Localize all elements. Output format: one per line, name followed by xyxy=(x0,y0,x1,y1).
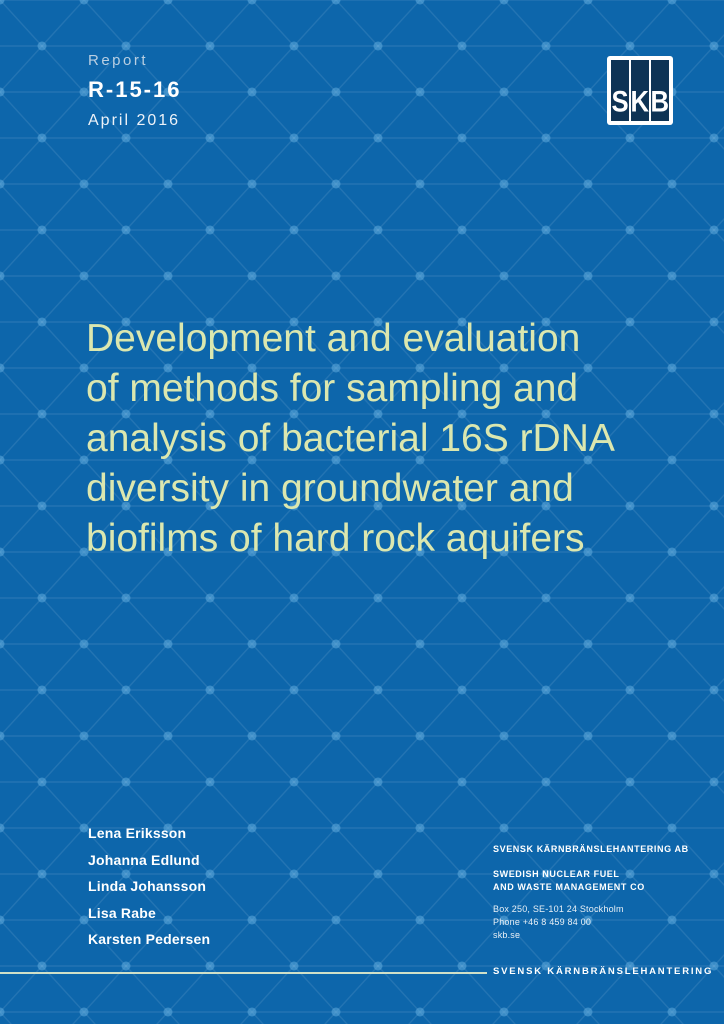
author-name: Linda Johansson xyxy=(88,878,207,894)
publisher-website: skb.se xyxy=(493,930,521,940)
publisher-english-name xyxy=(493,868,703,894)
title-line: Development and evaluation xyxy=(86,317,581,360)
report-type-label: Report xyxy=(88,52,149,69)
title-line: of methods for sampling and xyxy=(86,367,579,410)
author-name: Karsten Pedersen xyxy=(88,931,211,947)
publisher-company-name: SVENSK KÄRNBRÄNSLEHANTERING AB xyxy=(493,844,689,854)
report-id-block xyxy=(88,52,181,130)
report-date: April 2016 xyxy=(88,112,181,129)
skb-logo-letter-s: S xyxy=(611,85,629,119)
skb-logo-letter-b: B xyxy=(651,85,669,119)
skb-logo-bar xyxy=(631,60,649,121)
title-line: analysis of bacterial 16S rDNA xyxy=(86,417,615,460)
author-name: Johanna Edlund xyxy=(88,851,200,868)
report-title xyxy=(86,314,656,564)
skb-logo-letter-k: K xyxy=(631,85,649,119)
publisher-phone: Phone +46 8 459 84 00 xyxy=(493,917,592,927)
skb-logo-bar xyxy=(611,60,629,121)
publisher-block xyxy=(493,843,703,942)
title-line: diversity in groundwater and xyxy=(86,467,574,510)
skb-logo xyxy=(607,56,673,125)
publisher-contact-info xyxy=(493,903,703,942)
publisher-address: Box 250, SE-101 24 Stockholm xyxy=(493,904,624,914)
author-list xyxy=(88,820,210,953)
report-number: R-15-16 xyxy=(88,77,182,102)
author-name: Lena Eriksson xyxy=(88,825,187,841)
skb-logo-bar xyxy=(651,60,669,121)
footer-rule xyxy=(0,972,487,974)
author-name: Lisa Rabe xyxy=(88,904,156,921)
publisher-english-name-line2: AND WASTE MANAGEMENT CO xyxy=(493,882,645,892)
title-line: biofilms of hard rock aquifers xyxy=(86,517,585,560)
publisher-english-name-line1: SWEDISH NUCLEAR FUEL xyxy=(493,869,620,879)
footer-company-name: SVENSK KÄRNBRÄNSLEHANTERING xyxy=(493,966,714,977)
